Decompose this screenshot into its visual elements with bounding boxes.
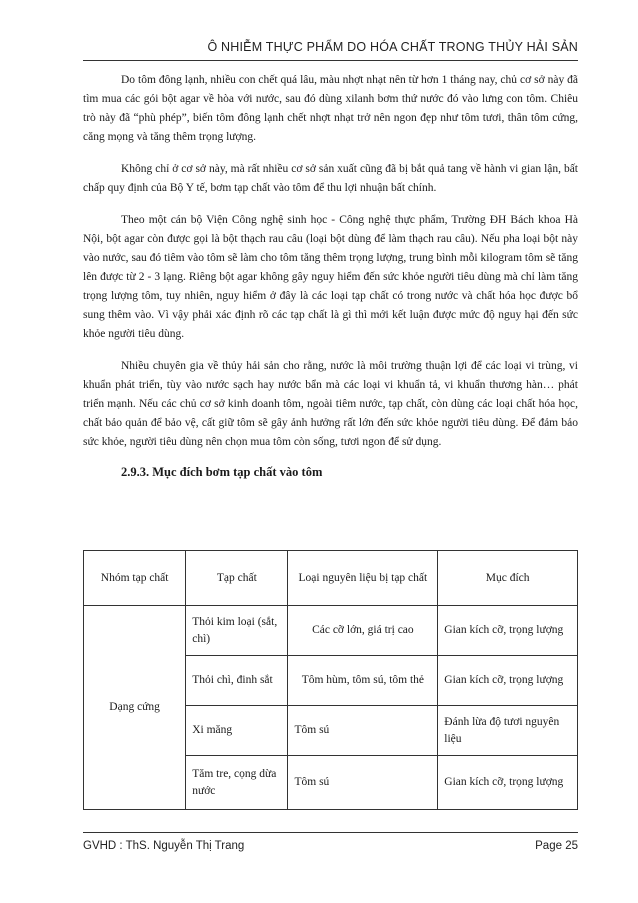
purpose-cell: Gian kích cỡ, trọng lượng <box>438 756 578 810</box>
paragraph-1: Do tôm đông lạnh, nhiều con chết quá lâu, màu nhợt nhạt nên từ hơn 1 tháng nay, chủ cơ sở này đã tìm mua các gói bột agar về hòa với nước, sau đó dùng xilanh bơm thứ nước đó vào lưng con tôm. Chiêu trò này đã “phù phép”, biến tôm đông lạnh chết nhợt nhạt trở nên ngon đẹp như tôm tươi, thân tôm cứng, căng mọng và tăng thêm trọng lượng. <box>83 74 578 143</box>
group-cell: Dạng cứng <box>84 606 186 810</box>
purpose-cell: Gian kích cỡ, trọng lượng <box>438 656 578 706</box>
header-cell-purpose: Mục đích <box>438 551 578 606</box>
paragraph-2: Không chỉ ở cơ sở này, mà rất nhiều cơ sở sản xuất cũng đã bị bắt quả tang về hành vi gian lận, bất chấp quy định của Bộ Y tế, bơm tạp chất vào tôm để thu lợi nhuận bất chính. <box>83 163 578 194</box>
header-rule <box>83 60 578 61</box>
footer-rule <box>83 832 578 833</box>
impurity-cell: Xi măng <box>186 706 288 756</box>
body-text <box>83 71 578 489</box>
impurity-cell: Thỏi kim loại (sắt, chì) <box>186 606 288 656</box>
header-cell-material: Loại nguyên liệu bị tạp chất <box>288 551 438 606</box>
material-cell: Tôm sú <box>288 756 438 810</box>
page-number: Page 25 <box>535 840 578 852</box>
material-cell: Tôm hùm, tôm sú, tôm thẻ <box>288 656 438 706</box>
table-row <box>84 606 578 656</box>
impurity-cell: Thỏi chì, đinh sắt <box>186 656 288 706</box>
purpose-cell: Đánh lừa độ tươi nguyên liệu <box>438 706 578 756</box>
purpose-cell: Gian kích cỡ, trọng lượng <box>438 606 578 656</box>
running-header: Ô NHIỄM THỰC PHẨM DO HÓA CHẤT TRONG THỦY HẢI SẢN <box>207 40 578 54</box>
section-heading: 2.9.3. Mục đích bơm tạp chất vào tôm <box>121 465 323 479</box>
table-header-row <box>84 551 578 606</box>
paragraph-4: Nhiều chuyên gia về thủy hải sản cho rằng, nước là môi trường thuận lợi để các loại vi trùng, vi khuẩn phát triển, tùy vào nước sạch hay nước bẩn mà các loại vi khuẩn tả, vi khuẩn thương hàn… phát triển mạnh. Nếu các chủ cơ sở kinh doanh tôm, ngoài tiêm nước, tạp chất, còn dùng các loại chất hóa học, chất bảo quản để bảo vệ, cất giữ tôm sẽ gây ảnh hưởng rất lớn đến sức khỏe người tiêu dùng. Để đảm bảo sức khỏe, người tiêu dùng nên chọn mua tôm còn sống, tươi ngon để sử dụng. <box>83 360 578 448</box>
material-cell: Tôm sú <box>288 706 438 756</box>
header-cell-impurity: Tạp chất <box>186 551 288 606</box>
impurity-cell: Tăm tre, cọng dừa nước <box>186 756 288 810</box>
header-cell-group: Nhóm tạp chất <box>84 551 186 606</box>
footer-supervisor: GVHD : ThS. Nguyễn Thị Trang <box>83 840 245 852</box>
material-cell: Các cỡ lớn, giá trị cao <box>288 606 438 656</box>
impurity-table <box>83 550 578 810</box>
paragraph-3: Theo một cán bộ Viện Công nghệ sinh học - Công nghệ thực phẩm, Trường ĐH Bách khoa Hà Nội, bột agar còn được gọi là bột thạch rau câu (loại bột dùng để làm thạch rau câu). Nếu pha loại bột này vào nước, sau đó tiêm vào tôm sẽ làm cho tôm tăng thêm trọng lượng, trung bình mỗi kilogram tôm sẽ tăng lên được từ 2 - 3 lạng. Riêng bột agar không gây nguy hiểm đến sức khỏe người tiêu dùng mà chỉ làm tăng trọng lượng tôm, tuy nhiên, nguy hiểm ở đây là các loại tạp chất có trong nước và chất hóa học được bổ sung thêm vào. Vì vậy phải xác định rõ các tạp chất là gì thì mới kết luận được mức độ nguy hại đến sức khỏe người tiêu dùng. <box>83 214 578 340</box>
